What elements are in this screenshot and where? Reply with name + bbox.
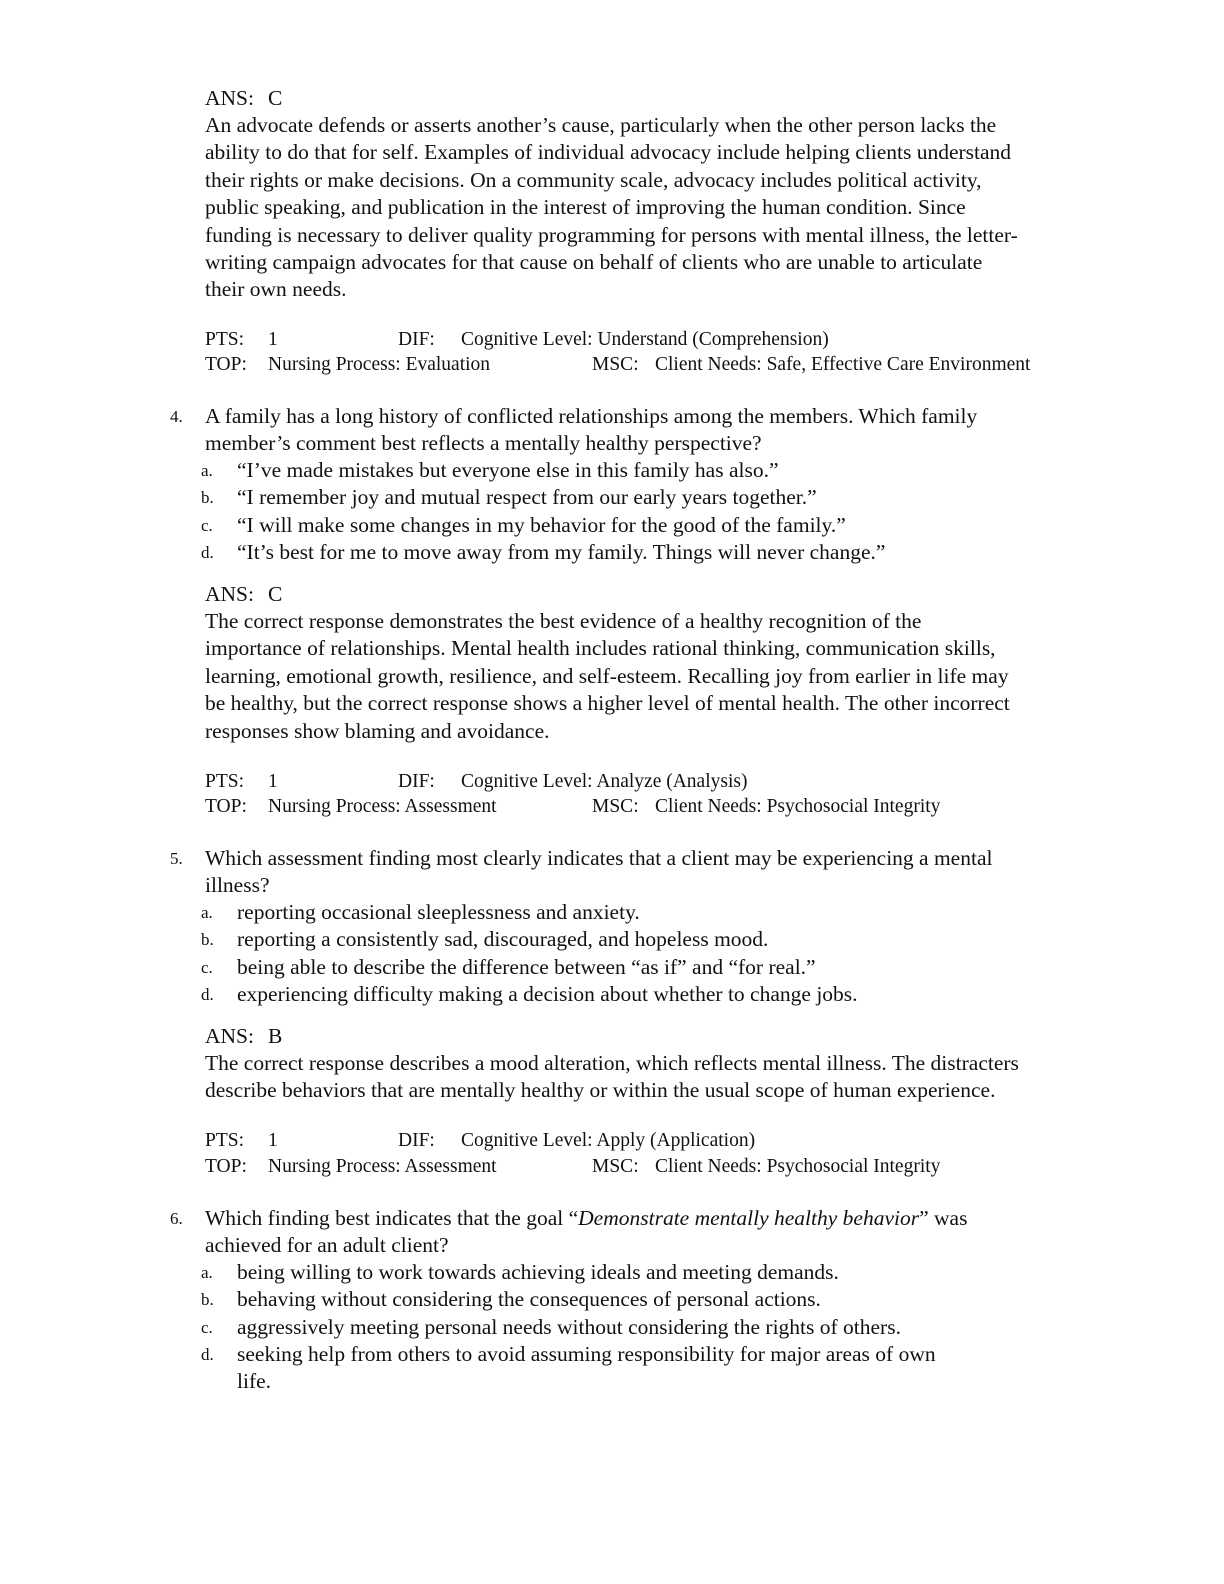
option-text: “I remember joy and mutual respect from our early years together.” <box>237 485 817 509</box>
answer-value: C <box>268 582 283 606</box>
question-stem <box>205 403 977 458</box>
option-text: behaving without considering the consequences of personal actions. <box>237 1287 821 1311</box>
option-text-continued: life. <box>237 1369 272 1393</box>
question-stem <box>205 1205 967 1260</box>
answer-value: C <box>268 86 283 110</box>
option-text: “I’ve made mistakes but everyone else in this family has also.” <box>237 458 779 482</box>
goal-italic-text: Demonstrate mentally healthy behavior <box>578 1206 920 1230</box>
rationale-line: writing campaign advocates for that cause on behalf of clients who are unable to articulate <box>205 250 983 275</box>
dif-label: DIF: <box>398 329 435 350</box>
msc-value: Client Needs: Psychosocial Integrity <box>655 796 941 817</box>
rationale-line: ability to do that for self. Examples of individual advocacy include helping clients understand <box>205 140 1012 165</box>
rationale-paragraph <box>205 1050 1115 1105</box>
rationale-line: importance of relationships. Mental health includes rational thinking, communication skills, <box>205 636 996 661</box>
stem-line: Which assessment finding most clearly indicates that a client may be experiencing a mental <box>205 846 993 870</box>
rationale-line: An advocate defends or asserts another’s cause, particularly when the other person lacks the <box>205 113 997 137</box>
msc-value: Client Needs: Psychosocial Integrity <box>655 1156 941 1177</box>
top-value: Nursing Process: Assessment <box>268 796 497 817</box>
rationale-line: be healthy, but the correct response shows a higher level of mental health. The other incorrect <box>205 691 1010 716</box>
top-label: TOP: <box>205 796 247 817</box>
option-letter: b. <box>201 1290 214 1309</box>
stem-line: achieved for an adult client? <box>205 1233 449 1258</box>
option-text: being able to describe the difference between “as if” and “for real.” <box>237 955 816 979</box>
option-text: “It’s best for me to move away from my family. Things will never change.” <box>237 540 886 564</box>
option-letter: c. <box>201 958 213 977</box>
pts-label: PTS: <box>205 329 245 350</box>
question-number: 4. <box>170 407 183 426</box>
option-letter: a. <box>201 461 213 480</box>
dif-value: Cognitive Level: Apply (Application) <box>461 1130 756 1151</box>
pts-value: 1 <box>268 1130 278 1151</box>
option-text: aggressively meeting personal needs without considering the rights of others. <box>237 1315 901 1339</box>
rationale-line: funding is necessary to deliver quality programming for persons with mental illness, the letter- <box>205 222 1018 247</box>
question-number: 5. <box>170 849 183 868</box>
option-letter: d. <box>201 543 214 562</box>
answer-label: ANS: <box>205 582 254 606</box>
rationale-paragraph <box>205 608 1115 745</box>
msc-label: MSC: <box>592 354 639 375</box>
stem-text: Which finding best indicates that the goal “ <box>205 1206 579 1230</box>
option-letter: d. <box>201 985 214 1004</box>
top-label: TOP: <box>205 354 247 375</box>
stem-line: A family has a long history of conflicted relationships among the members. Which family <box>205 404 978 428</box>
top-label: TOP: <box>205 1156 247 1177</box>
question-stem <box>205 845 992 900</box>
option-letter: a. <box>201 903 213 922</box>
rationale-line: The correct response demonstrates the best evidence of a healthy recognition of the <box>205 609 922 633</box>
option-text: reporting a consistently sad, discouraged, and hopeless mood. <box>237 927 769 951</box>
dif-label: DIF: <box>398 771 435 792</box>
pts-value: 1 <box>268 329 278 350</box>
question-number: 6. <box>170 1209 183 1228</box>
option-letter: a. <box>201 1263 213 1282</box>
rationale-line: public speaking, and publication in the interest of improving the human condition. Since <box>205 195 966 220</box>
rationale-line: their rights or make decisions. On a community scale, advocacy includes political activity, <box>205 167 982 192</box>
msc-label: MSC: <box>592 796 639 817</box>
top-value: Nursing Process: Evaluation <box>268 354 491 375</box>
pts-value: 1 <box>268 771 278 792</box>
stem-line: illness? <box>205 873 270 898</box>
top-value: Nursing Process: Assessment <box>268 1156 497 1177</box>
option-letter: c. <box>201 516 213 535</box>
answer-value: B <box>268 1024 283 1048</box>
dif-label: DIF: <box>398 1130 435 1151</box>
stem-line <box>205 1205 967 1232</box>
option-letter: b. <box>201 488 214 507</box>
option-text: experiencing difficulty making a decision about whether to change jobs. <box>237 982 858 1006</box>
option-text: being willing to work towards achieving ideals and meeting demands. <box>237 1260 839 1284</box>
pts-label: PTS: <box>205 1130 245 1151</box>
option-text: seeking help from others to avoid assuming responsibility for major areas of own <box>237 1342 936 1366</box>
option-letter: c. <box>201 1318 213 1337</box>
rationale-line: their own needs. <box>205 277 347 302</box>
stem-text: ” was <box>919 1206 968 1230</box>
rationale-line: responses show blaming and avoidance. <box>205 718 550 743</box>
stem-line: member’s comment best reflects a mentally healthy perspective? <box>205 431 762 456</box>
dif-value: Cognitive Level: Understand (Comprehension) <box>461 329 829 350</box>
option-letter: b. <box>201 930 214 949</box>
rationale-paragraph <box>205 112 1115 304</box>
option-letter: d. <box>201 1345 214 1364</box>
rationale-line: describe behaviors that are mentally healthy or within the usual scope of human experience. <box>205 1078 996 1103</box>
pts-label: PTS: <box>205 771 245 792</box>
rationale-line: learning, emotional growth, resilience, and self-esteem. Recalling joy from earlier in life may <box>205 663 1009 688</box>
rationale-line: The correct response describes a mood alteration, which reflects mental illness. The distracters <box>205 1051 1019 1075</box>
msc-value: Client Needs: Safe, Effective Care Environment <box>655 354 1031 375</box>
dif-value: Cognitive Level: Analyze (Analysis) <box>461 771 748 792</box>
msc-label: MSC: <box>592 1156 639 1177</box>
option-text: reporting occasional sleeplessness and anxiety. <box>237 900 640 924</box>
option-text: “I will make some changes in my behavior for the good of the family.” <box>237 513 846 537</box>
answer-label: ANS: <box>205 86 254 110</box>
answer-label: ANS: <box>205 1024 254 1048</box>
